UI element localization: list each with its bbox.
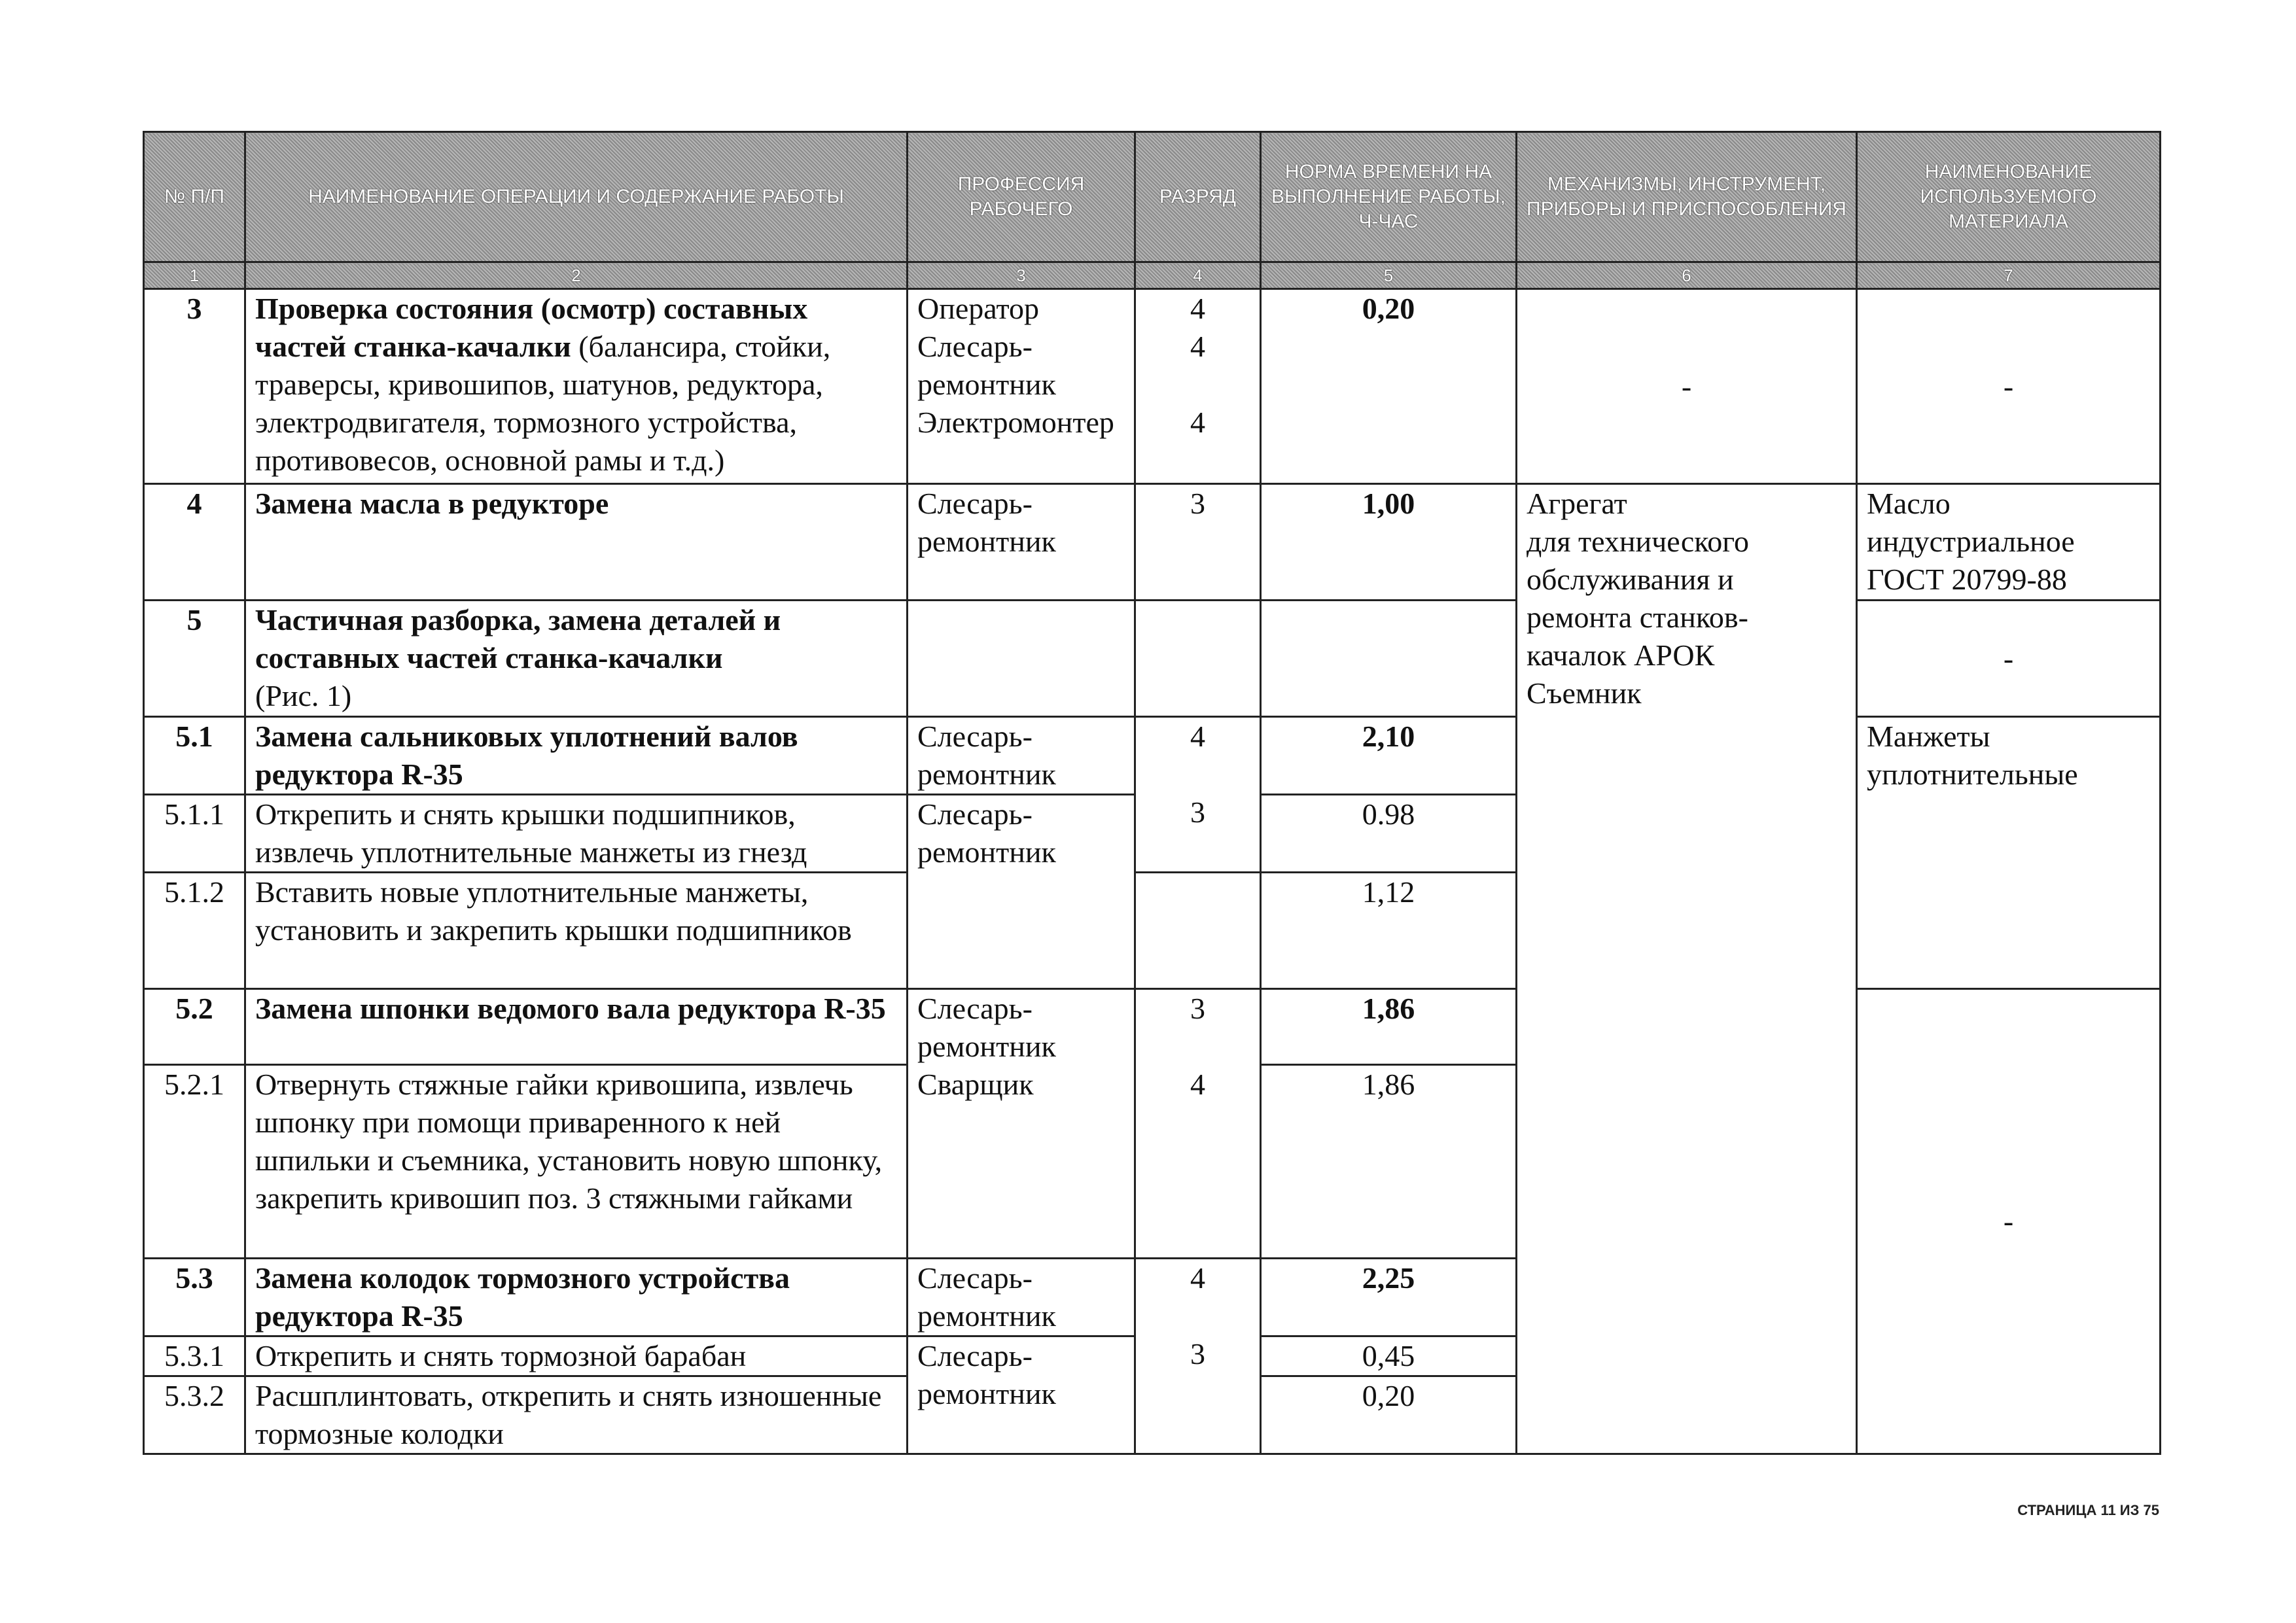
grade-value: 3: [1190, 992, 1205, 1025]
material-cell: Манжеты уплотнительные: [1857, 717, 2161, 989]
col-number-5: 5: [1261, 262, 1517, 289]
col-grade-header: РАЗРЯД: [1135, 132, 1261, 262]
column-number-row: [144, 262, 2161, 289]
tools-cell: Агрегат для технического обслуживания и ремонта станков- качалок АРОК Съемник: [1517, 484, 1857, 1454]
row-number: 4: [144, 484, 245, 601]
grade-cell: 3: [1135, 484, 1261, 601]
table-row-4: [144, 484, 2161, 601]
norm-cell: 1,12: [1261, 873, 1517, 989]
row-number: 5.3.1: [144, 1336, 245, 1376]
col-material-header: НАИМЕНОВАНИЕ ИСПОЛЬЗУЕМОГО МАТЕРИАЛА: [1857, 132, 2161, 262]
row-number: 5.1: [144, 717, 245, 795]
norm-cell: [1261, 601, 1517, 717]
operation-title: Замена шпонки ведомого вала редуктора R-35: [245, 989, 908, 1065]
profession-cell: [908, 989, 1135, 1259]
row-number: 5.1.1: [144, 795, 245, 873]
profession-cell: Оператор Слесарь- ремонтник Электромонтер: [908, 289, 1135, 484]
grade-value: 4: [1190, 1068, 1205, 1101]
tools-cell: -: [1517, 289, 1857, 484]
operation-description: Вставить новые уплотнительные манжеты, установить и закрепить крышки подшипников: [245, 873, 908, 989]
col-number-3: 3: [908, 262, 1135, 289]
profession-value: Слесарь- ремонтник: [917, 992, 1056, 1063]
grade-cell: [1135, 873, 1261, 989]
operation-cell: [245, 601, 908, 717]
grade-value: 3: [1190, 1337, 1205, 1370]
grade-cell: [1135, 1259, 1261, 1454]
profession-value: Сварщик: [917, 1068, 1034, 1101]
operation-description: Открепить и снять крышки подшипников, извлечь уплотнительные манжеты из гнезд: [245, 795, 908, 873]
table-row-5: [144, 601, 2161, 717]
row-number: 5.2.1: [144, 1065, 245, 1259]
row-number: 5.3.2: [144, 1376, 245, 1454]
grade-cell: [1135, 717, 1261, 873]
col-operation-header: НАИМЕНОВАНИЕ ОПЕРАЦИИ И СОДЕРЖАНИЕ РАБОТЫ: [245, 132, 908, 262]
header-row: [144, 132, 2161, 262]
col-tools-header: МЕХАНИЗМЫ, ИНСТРУМЕНТ, ПРИБОРЫ И ПРИСПОСОБЛЕНИЯ: [1517, 132, 1857, 262]
row-number: 3: [144, 289, 245, 484]
page-counter: СТРАНИЦА 11 ИЗ 75: [2017, 1502, 2159, 1518]
operation-description: (балансира, стойки, траверсы, кривошипов, шатунов, редуктора, электродвигателя, тормозного устройства, противовесов, основной рамы и т.д.): [255, 330, 831, 477]
profession-cell: [908, 601, 1135, 717]
col-number-4: 4: [1135, 262, 1261, 289]
table-row-3: [144, 289, 2161, 484]
norm-cell: 2,10: [1261, 717, 1517, 795]
operation-description: (Рис. 1): [255, 679, 352, 712]
norm-cell: 2,25: [1261, 1259, 1517, 1336]
table-row-5-2: [144, 989, 2161, 1065]
profession-cell: Слесарь- ремонтник: [908, 1336, 1135, 1454]
grade-cell: [1135, 601, 1261, 717]
operation-cell: [245, 289, 908, 484]
operation-title: Замена масла в редукторе: [245, 484, 908, 601]
col-number-2: 2: [245, 262, 908, 289]
operation-title: Проверка состояния (осмотр) составных частей станка-качалки: [255, 292, 808, 363]
operation-description: Открепить и снять тормозной барабан: [245, 1336, 908, 1376]
col-number-header: № П/П: [144, 132, 245, 262]
norm-cell: 1,00: [1261, 484, 1517, 601]
grade-value: 4: [1190, 720, 1205, 753]
profession-cell: Слесарь- ремонтник: [908, 795, 1135, 989]
operation-title: Частичная разборка, замена деталей и составных частей станка-качалки: [255, 603, 781, 674]
grade-cell: 4 4 4: [1135, 289, 1261, 484]
works-table-sheet: [143, 131, 2159, 1455]
grade-value: 3: [1190, 795, 1205, 829]
material-cell: -: [1857, 289, 2161, 484]
row-number: 5.3: [144, 1259, 245, 1336]
norm-cell: 0,20: [1261, 289, 1517, 484]
norm-cell: 1,86: [1261, 989, 1517, 1065]
col-number-6: 6: [1517, 262, 1857, 289]
works-table: [143, 131, 2161, 1455]
norm-cell: 0,45: [1261, 1336, 1517, 1376]
operation-title: Замена колодок тормозного устройства редуктора R-35: [245, 1259, 908, 1336]
operation-description: Расшплинтовать, открепить и снять изношенные тормозные колодки: [245, 1376, 908, 1454]
profession-cell: Слесарь- ремонтник: [908, 484, 1135, 601]
table-row-5-1: [144, 717, 2161, 795]
row-number: 5.1.2: [144, 873, 245, 989]
material-cell: -: [1857, 989, 2161, 1454]
col-number-1: 1: [144, 262, 245, 289]
norm-cell: 1,86: [1261, 1065, 1517, 1259]
profession-cell: Слесарь- ремонтник: [908, 717, 1135, 795]
grade-value: 4: [1190, 1261, 1205, 1295]
row-number: 5: [144, 601, 245, 717]
col-number-7: 7: [1857, 262, 2161, 289]
profession-cell: Слесарь- ремонтник: [908, 1259, 1135, 1336]
material-cell: Масло индустриальное ГОСТ 20799-88: [1857, 484, 2161, 601]
operation-description: Отвернуть стяжные гайки кривошипа, извлечь шпонку при помощи приваренного к ней шпильки и съемника, установить новую шпонку, закрепить кривошип поз. 3 стяжными гайками: [245, 1065, 908, 1259]
norm-cell: 0,20: [1261, 1376, 1517, 1454]
row-number: 5.2: [144, 989, 245, 1065]
material-cell: -: [1857, 601, 2161, 717]
norm-cell: 0.98: [1261, 795, 1517, 873]
grade-cell: [1135, 989, 1261, 1259]
operation-title: Замена сальниковых уплотнений валов редуктора R-35: [245, 717, 908, 795]
col-profession-header: ПРОФЕССИЯ РАБОЧЕГО: [908, 132, 1135, 262]
col-norm-header: НОРМА ВРЕМЕНИ НА ВЫПОЛНЕНИЕ РАБОТЫ, Ч-ЧАС: [1261, 132, 1517, 262]
